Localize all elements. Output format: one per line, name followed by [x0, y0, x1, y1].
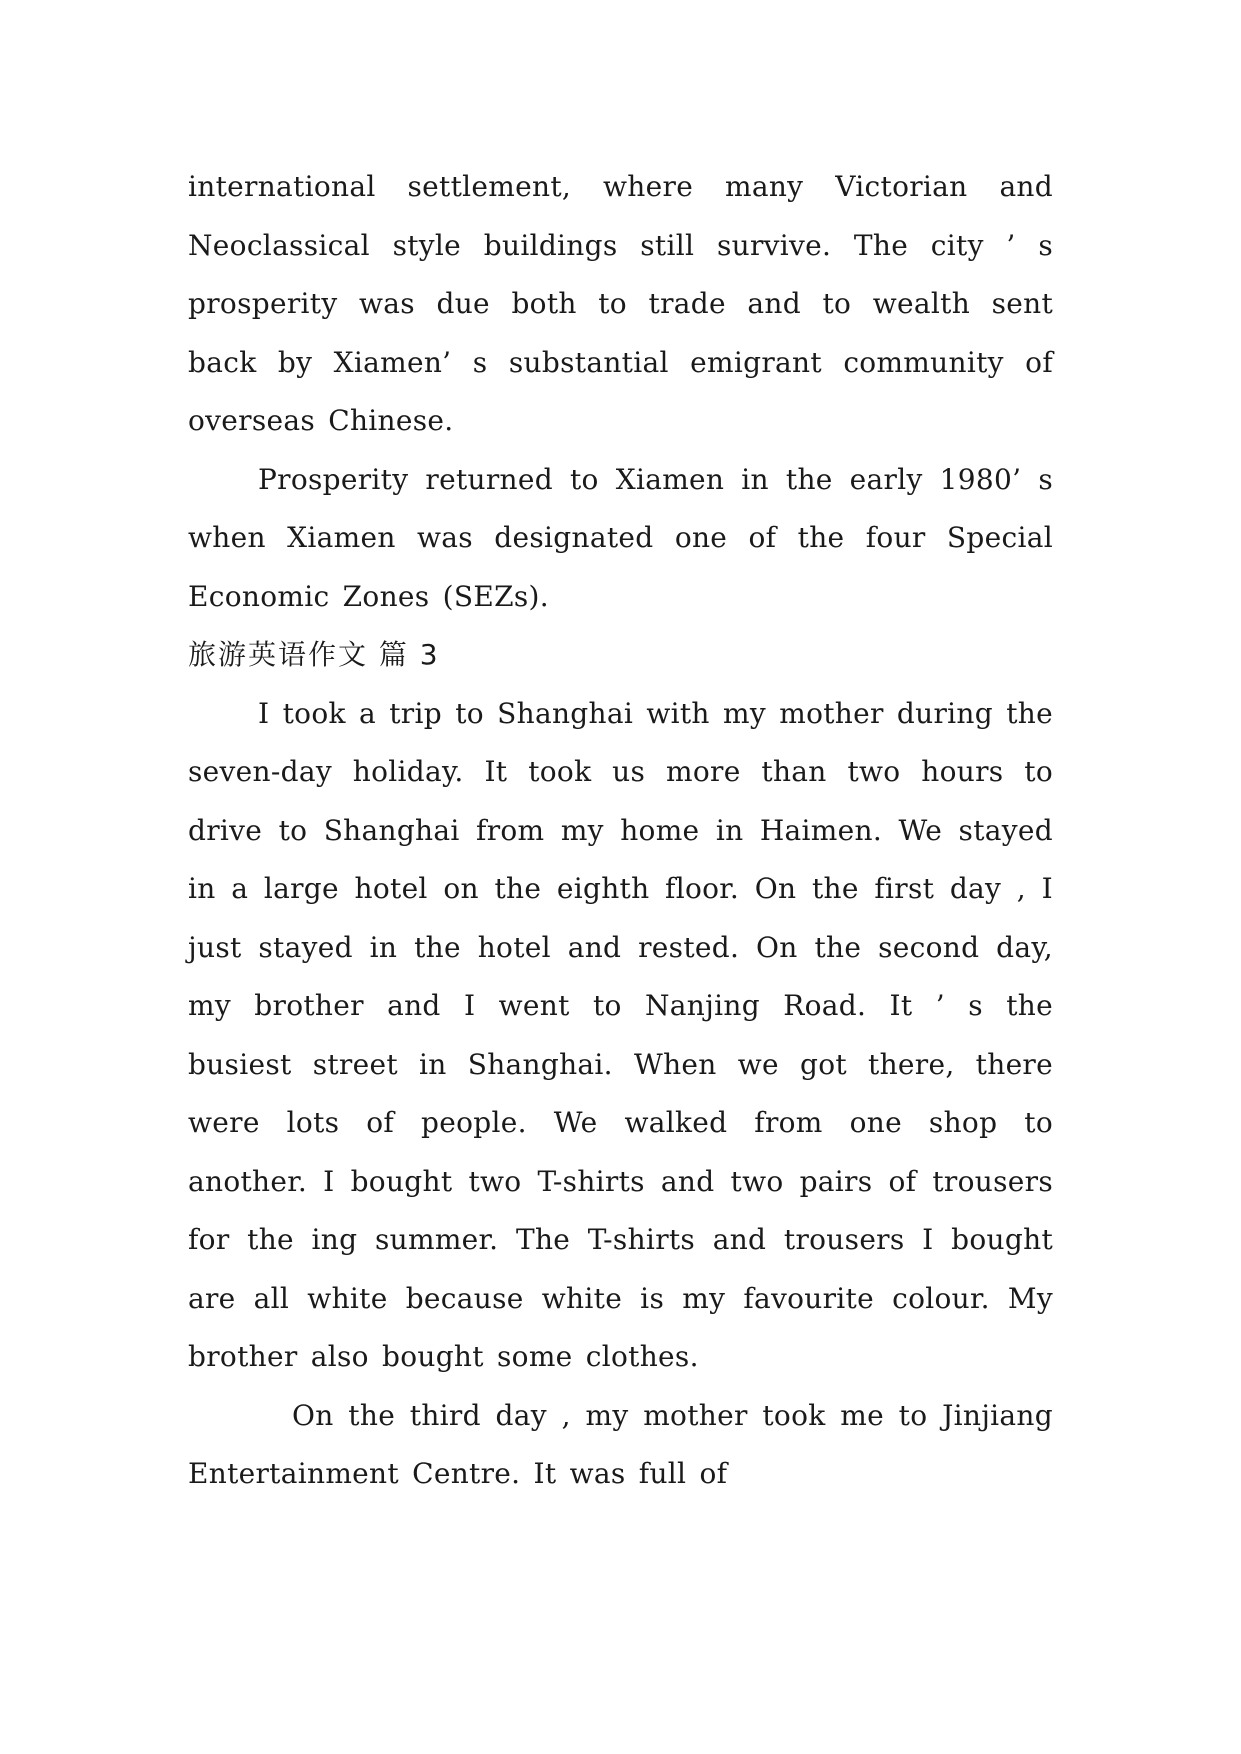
paragraph-third-day: On the third day , my mother took me to Jinjiang Entertainment Centre. It was full of — [188, 1398, 1053, 1490]
paragraph-xiamen-settlement: international settlement, where many Victorian and Neoclassical style buildings still survive. The city ’ s prosperity was due both to trade and to wealth sent back by Xiamen’ s substantial emigrant community of overseas Chinese. — [188, 170, 1053, 437]
document-body — [188, 158, 1053, 1504]
paragraph-xiamen-prosperity: Prosperity returned to Xiamen in the early 1980’ s when Xiamen was designated one of the four Special Economic Zones (SEZs). — [188, 462, 1053, 613]
paragraph-shanghai-trip: I took a trip to Shanghai with my mother during the seven-day holiday. It took us more than two hours to drive to Shanghai from my home in Haimen. We stayed in a large hotel on the eighth floor. On the first day , I just stayed in the hotel and rested. On the second day, my brother and I went to Nanjing Road. It ’ s the busiest street in Shanghai. When we got there, there were lots of people. We walked from one shop to another. I bought two T-shirts and two pairs of trousers for the ing summer. The T-shirts and trousers I bought are all white because white is my favourite colour. My brother also bought some clothes. — [188, 696, 1053, 1373]
section-heading: 旅游英语作文 篇 3 — [188, 638, 440, 671]
